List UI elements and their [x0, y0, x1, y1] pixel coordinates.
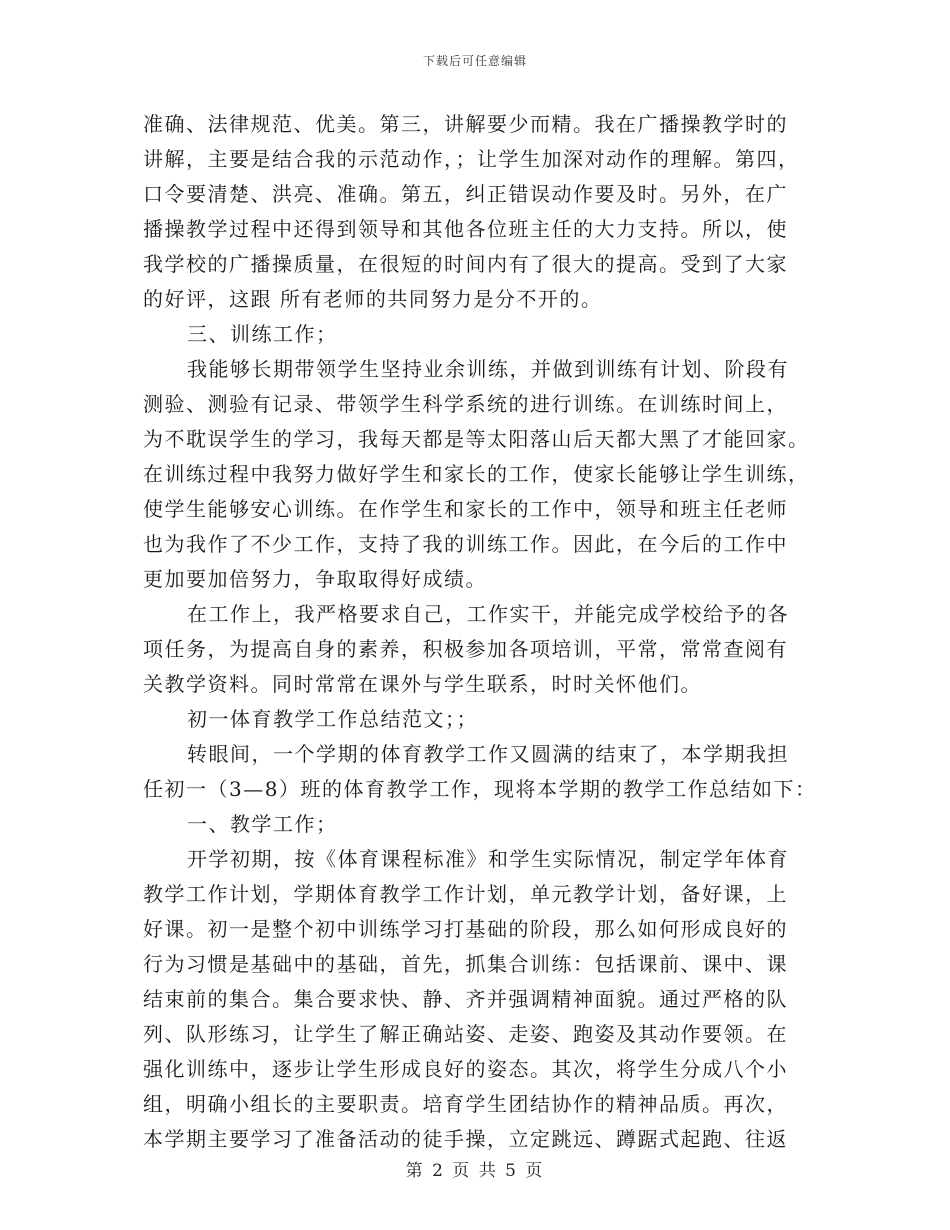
- body-line: 也为我作了不少工作，支持了我的训练工作。因此，在今后的工作中: [143, 532, 788, 556]
- body-line: 好课。初一是整个初中训练学习打基础的阶段，那么如何形成良好的: [143, 917, 788, 941]
- body-line: 结束前的集合。集合要求快、静、齐并强调精神面貌。通过严格的队: [143, 987, 788, 1011]
- body-line: 口令要清楚、洪亮、准确。第五，纠正错误动作要及时。另外，在广: [143, 182, 788, 206]
- body-line: 列、队形练习，让学生了解正确站姿、走姿、跑姿及其动作要领。在: [143, 1022, 788, 1046]
- body-line: 在工作上，我严格要求自己，工作实干，并能完成学校给予的各: [187, 602, 789, 626]
- body-line: 讲解，主要是结合我的示范动作，；让学生加深对动作的理解。第四，: [143, 147, 800, 171]
- body-line: 测验、测验有记录、带领学生科学系统的进行训练。在训练时间上，: [143, 392, 788, 416]
- body-line: 的好评，这跟 所有老师的共同努力是分不开的。: [143, 287, 603, 311]
- body-line: 我学校的广播操质量，在很短的时间内有了很大的提高。受到了大家: [143, 252, 788, 276]
- body-line: 准确、法律规范、优美。第三，讲解要少而精。我在广播操教学时的: [143, 112, 788, 136]
- section-heading: 初一体育教学工作总结范文；；: [187, 707, 478, 731]
- body-line: 在训练过程中我努力做好学生和家长的工作，使家长能够让学生训练，: [143, 462, 810, 486]
- body-line: 组，明确小组长的主要职责。培育学生团结协作的精神品质。再次，: [143, 1092, 788, 1116]
- body-line: 本学期主要学习了准备活动的徒手操，立定跳远、蹲踞式起跑、往返: [143, 1127, 788, 1151]
- section-heading: 一、教学工作；: [187, 812, 338, 836]
- body-line: 我能够长期带领学生坚持业余训练，并做到训练有计划、阶段有: [187, 357, 789, 381]
- body-line: 为不耽误学生的学习，我每天都是等太阳落山后天都大黑了才能回家。: [143, 427, 810, 451]
- body-line: 教学工作计划，学期体育教学工作计划，单元教学计划，备好课，上: [143, 882, 788, 906]
- body-line: 播操教学过程中还得到领导和其他各位班主任的大力支持。所以，使: [143, 217, 788, 241]
- body-line: 更加要加倍努力，争取取得好成绩。: [143, 567, 487, 591]
- body-line: 开学初期，按《体育课程标准》和学生实际情况，制定学年体育: [187, 847, 789, 871]
- page-header: 下载后可任意编辑: [422, 54, 527, 68]
- body-line: 项任务，为提高自身的素养，积极参加各项培训，平常，常常查阅有: [143, 637, 788, 661]
- body-line: 使学生能够安心训练。在作学生和家长的工作中，领导和班主任老师: [143, 497, 788, 521]
- body-line: 行为习惯是基础中的基础，首先，抓集合训练：包括课前、课中、课: [143, 952, 788, 976]
- document-body: [143, 107, 817, 1157]
- body-line: 强化训练中，逐步让学生形成良好的姿态。其次，将学生分成八个小: [143, 1057, 788, 1081]
- page-footer: 第 2 页 共 5 页: [405, 1161, 545, 1181]
- body-line: 转眼间，一个学期的体育教学工作又圆满的结束了，本学期我担: [187, 742, 789, 766]
- section-heading: 三、训练工作；: [187, 322, 338, 346]
- body-line: 任初一（3—8）班的体育教学工作，现将本学期的教学工作总结如下：: [143, 777, 817, 801]
- body-line: 关教学资料。同时常常在课外与学生联系，时时关怀他们。: [143, 672, 702, 696]
